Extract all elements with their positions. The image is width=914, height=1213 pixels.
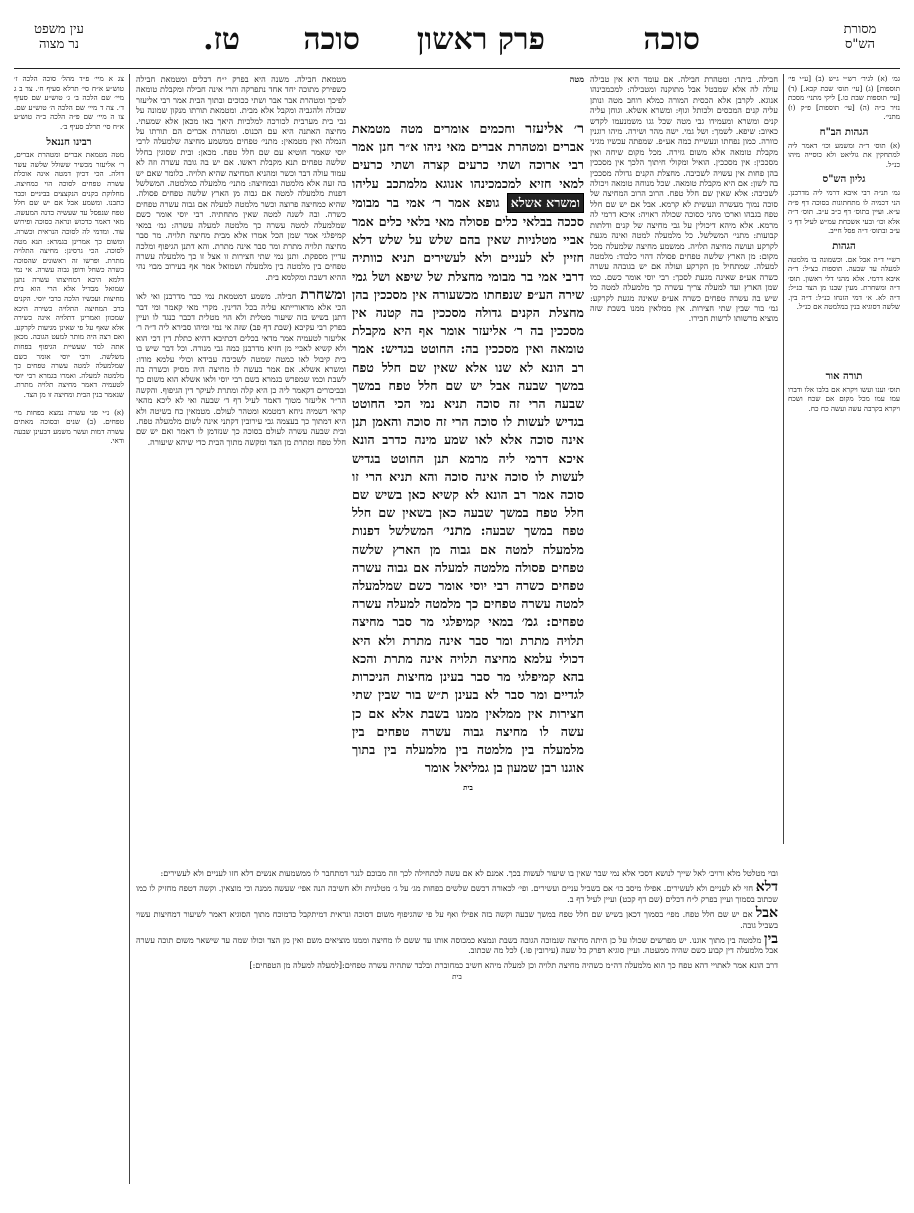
header-rule (14, 68, 900, 69)
torah-or-text: תוס׳ וענו ועשו ויקרא אם בלבו אלו ודברו עמו עמו מכל מקום אם שכח ושכח ויקרא בקרבה עשה ועשה כח כח. (788, 384, 900, 413)
hagahot-bach-title: הגהות הב"ח (819, 126, 869, 138)
masoret-label: מסורת הש"ס (843, 22, 877, 52)
bottom-dibbur-2: דלא (755, 879, 778, 896)
ein-mishpat-notes: צג א מיי׳ פ״ד מהל׳ סוכה הלכה ז׳ טוש״ע א״ח סי׳ תרלא סעיף ח׳. צד ב ג מיי׳ שם הלכה ב׳ ג׳ טוש״ע שם סעיף ד׳. צה ד מיי׳ שם הלכה ה׳ טוש״ע שם. צו ה מיי׳ שם פ״ה הלכה כ״ה טוש״ע א״ח סי׳ תרלב סעיף ב׳. (14, 74, 124, 131)
inner-commentary-column (590, 74, 778, 864)
right-margin (788, 74, 900, 834)
bottom-catchword: בית (452, 972, 462, 982)
bottom-para-5: דרב הונא אמר לאתויי דהא טפח כך הוא מלמעלה דה״מ כשהיה מחיצה תלויה וכן למעלה מיהא חשיב כמחוברת ובלבד שתהיה עשרה טפחים:[למעלה למעלה מן הטפחים:] (249, 959, 778, 970)
main-catchword: בית (463, 783, 473, 793)
bottom-para-4: מלמטה בין מתוך אוגנו. יש מפרשים שכולו על כן היתה מחיצה שנמוכה הגובה בשבת ונמצא כמכוסה אותו עד ששם לו מחיצה וממנו מוציאים משם ואין מן הצד וכולו שמה עד שישאר משום תוכה עשרה אבל מלמעלה דין קבוע כשם שהיה ממעטה. ועיין סוגיא דפרק כל שעה (עירובין פו.) לכל מה שכתוב. (136, 935, 778, 956)
gemara-text: במאי קמיפלגי מר סבר מחיצה תלויה מתרת ומר סבר אינה מתרת ולא היא דכולי עלמא מחיצה תלויה אינה מתרת והכא בהא קמיפלגי מר סבר בעינן מחיצות הניכרות לגדיים ומר סבר לא בעינן ת״ש בור שבין שתי חצירות אין ממלאין ממנו בשבת אלא אם כן עשה לו מחיצה גבוה עשרה טפחים בין מלמעלה בין מלמטה בין מלמעלה בין בתוך אוגנו רבן שמעון בן גמליאל אומר (352, 614, 584, 776)
left-margin-footnotes: (א) נ״י פני עשרה נמצא בפחות מי׳ טפחים. (ב) שנים ובסוכה מאתים עשרה דמות ועשר משמע דבעינן שבעה ודאי. (14, 407, 124, 446)
main-text-b: גופא אמר ר׳ אמי בר מבומי סככה בבלאי כלים פסולה מאי בלאי כלים אמר אביי מטלניות שאין בהם שלש על שלש דלא חזיין לא לעניים ולא לעשירים תניא כוותיה דרבי אמי בר מבומי מחצלת של שיפא ושל גמי שירה הע״פ שנפחתו מכשעורה אין מסככין בהן מחצלת הקנים גדולה מסככין בה קטנה אין מסככין בה ר׳ אליעזר אומר אף היא מקבלת טומאה ואין מסככין בה: החוטט בגדיש: אמר רב הונא לא שנו אלא שאין שם חלל טפח במשך שבעה אבל יש שם חלל טפח במשך שבעה הרי זה סוכה תניא נמי הכי החוטט בגדיש לעשות לו סוכה הרי זה סוכה והאמן תנן אינה סוכה אלא לאו שמע מינה כדרב הונא איכא דרמי ליה מרמא תנן החוטט בגדיש לעשות לו סוכה אינה סוכה והא תניא הרי זו סוכה אמר רב הונא לא קשיא כאן בשיש שם חלל טפח במשך שבעה כאן בשאין שם חלל טפח במשך שבעה: (352, 194, 584, 539)
masoret-hashas-notes: גמ׳ (א) לגיר׳ רש״י ג״ש (ב) [ע״י פי׳ תוספות] (ג) [עי׳ תוס׳ שבת קכא.] (ד) [עי׳ תוספות שבת כו.] ליקי מתני׳ מסכת נזיר כ״ה (ה) [עי׳ תוספות] פ״ק (ו) מתני׳. (788, 74, 900, 122)
rashi-title: מטה (569, 74, 584, 84)
right-running-title: סוכה (643, 22, 700, 57)
bottom-dibbur-4: בין (764, 931, 778, 948)
hagahot-title: הגהות (832, 240, 856, 252)
ein-mishpat-label: עין משפט נר מצוה (34, 22, 84, 52)
bottom-para-2: חזי לא לעניים ולא לעשירים. אפילו מיסב כו׳ אם בשביל עניים ועשירים. ופי׳ לכאורה דכשם שלשים בפחות מג׳ על ג׳ מטלניות ולא חשיבה הנה אפי׳ שעשה ממנה וכי מוצאין. וקשה דטפח מחזיק לו כמו שכתוב בסמוך ועיין בפרק ל״ח דכלים (שם דף קכט) ועיין לעיל דף ב. (136, 883, 778, 904)
main-text-a: וחכמים אומרים מטה מטמאת אברים ומטהרת אברים מאי ניהו א״ר חנן אמר רבי ארוכה ושתי כרעים קצרה ושתי כרעים למאי חזיא למכמכינהו אנוגא מלמתכב עליהו (352, 121, 584, 191)
page-header (14, 22, 900, 66)
bottom-para-3: אם יש שם חלל טפח. מפי׳ בסמוך דכאן בשיש שם חלל טפח במשך שבעה וקשה בזה אפילו ואף על פי שהגיפוף משום דסוכה ונראית דמיתקבל כדמוכח מתוך הסוגיא דאמר לשיעור דמחיצות עשוי בשביל גובה. (136, 909, 778, 930)
daf-number: טז. (203, 22, 240, 57)
gilyon-hashas-text: גמ׳ תנ״ה רבי איבא דרמי ליה מדרבנן. הני דכמיה לו מתחתונות בסוכה דף פ״ה ע״א. ועיין בתוס׳ דף כ״ב ע״ב. תוס׳ ד״ה אלא וכו׳ ובעי אשכחת עמ״ש לעיל דף ג׳ ע״ב ובתוס׳ ד״ה פסל חייב. (788, 187, 900, 236)
main-boxed-phrase: ומשרא אשלא (507, 193, 584, 213)
hagahot-bach-text: (א) תוס׳ ד״ה ומשמע וכו׳ דאמר ליה למתחקין את גוליאט ולא כוסייה מיהו כנ״ל. (788, 140, 900, 169)
left-inner-commentary-text: מטמאת חבילה. משנה היא בפרק י״ח דכלים ומטמאת חבילה כשפירק מתוכה יחד אחד נתפרקה והרי אינה חבילה ומקבלת טומאה לפיכך ומטהרת אבר אבר ושתי ככוכים ובתוך הבית אמר רבי אליעזר שבולה ולהגביה ומקבל אלא מבית. ומטמאת תורתו מנקון שמונה על גבי בית מערבית לכורכה למלכיות היאך באו מכאן אלא שמעתי. מחיצה האתנה היא עם הכנוס. ומטהרת אברים הם תורתו על הנמלה ואין מטמאין: מתני׳ טפחים ממשמע מחיצה שלמעלה לרבי יוסי שאמר חוטיא עם שם חלל טפח. מכאן: ובית שסוגין בחלל שלשה טפחים תנא מקבלת ראשו. אם יש בה גובה עשרה וזה לא עמוד עולה דבר וכשר ומהניא המחיצה שהיא תלויה. כלומר שאם יש בה זעה אלא מלמטה ובמחיצה: מתני׳ מלמעלה כמלמטה. המשלשל דפנות מלמעלה למטה אם גבוה מן הארץ שלשה טפחים פסולה. שהיא כמחיצה פרוצה וכשר מלמטה למעלה אם גבוה עשרה טפחים כשרה. ובה לשנה למטה שאין מתחתיה. רבי יוסי אומר כשם שמלמעלה למטה עשרה כך מלמטה למעלה עשרה: גמ׳ במאי קמיפלגי אמר שמן הכל אמרו אלא מבית מחיצה תלויה. מר סבר מחיצה תלויה מתרת ומר סבר אינה מתרת. והא דתנן הגיפוף ומלכה עדיין מספקת. ותנן נמי שתי חצירות זו אצל זו כך מלמעלה עשרה טפחים בין מלמטה בין מלמעלה ושמואל אמר אף בעירוב מבוי נהי ההיא דשבת ומקלמא בית. (136, 74, 346, 282)
gemara-label: גמ׳ (521, 614, 538, 631)
chapter-title: פרק ראשון (416, 22, 545, 57)
left-margin-divider (129, 74, 130, 1184)
rabbenu-chananel-text: מטה מטמאת אברים ומטהרת אברים, ר׳ אליעזר מכשיר ששולל שלשה עשר דולה. הכי דכיון דמטה אינה אוכלת עשרה טפחים לסוכה הוי כמחיצה. מחלוקת בקנים הנקצצים בביניים וכבר כתבנו. ומשמע אבל אם יש שם חלל טפח שנפסל עד שעשיה כדנה המעשה. מאי דאמר כדכוש ונראה כסוכה ופירוש עוד. ומדמי לה לסוכה הנראית וכשרה. ומשום כך אמרינן בגמרא: תנא מטה לסוכה. הכי גרסינן: מחיצה התלויה מתרת. ופרשו זה ראשונים שהסוכה כשרה כשחל ודופן גבוה עשרה. אי נמי דלמא היכא דמחיצתו עשרה נתנן שמואל מבדיל אלא הרי הוא בית מחיצות ועכשיו הלכה כרבי יוסי. הקנים ברב המחיצה התלויה כשירה היכא שמכוון ואמרינן דתלויה אינה כשירה אלא שאף על פי שאינן מגיעות לקרקע. ואם רצה היה מותר למעט הגובה. מכאן אתה למד שעשיית הגיפוף בפחות משלשה. ורבי יוסי אומר כשם שמלמעלה למטה עשרה טפחים כך מלמטה למעלה. ואמרו בגמרא רבי יוסי לטעמיה דאמר מחיצה תלויה מתרת. שנאמר בנין הבית ומחיצה זו מן הצד. (14, 150, 124, 399)
tosafot-left-title: ומשחרת (300, 287, 346, 304)
hagahot-text: רש״י ד״ה אבל אם. וכשמונה בו מלמטה למעלה עד שבעה. תוספות כצ״ל: ד״ה איבא דרמי. אלא מהני דלי ראשון. תוס׳ ד״ה ומשחרת. מעין שבנו מן הצד כנ״ל: ד״ה לא. א׳ דמי הזנחו כנ״ל: ד״ה בין. שלשה דסוגיא בנין במלמטה אם כנ״ל. (788, 254, 900, 312)
center-running-title: סוכה (303, 22, 360, 57)
left-margin (14, 74, 124, 1184)
gilyon-hashas-title: גליון הש"ס (822, 174, 866, 186)
rabbenu-chananel-title: רבינו חננאל (46, 136, 92, 148)
torah-or-title: תורה אור (825, 371, 863, 383)
inner-commentary-text: חבילה. ביתד: ומטהרת חבילה. אם עומד היא אין טבילה עולה לה אלא שמבטל אבל מתוקנה ומטבילה: למכמכינהו אנוגא. לקרבן אלא הכסית המורה כמלא רוחב מטה ונותן עליה קנים המכסים ולכותל וגוף: ומשרא אשלא. וגוחן עליה קנים ומשרא ומעמידו גבי מטה שכל גגו משמנעמו לקדש כאיוב: שיפא. לשמך: ושל גמי. ישה מהר ושירה. מיהו רוגנין כוורה. כמון נפחתו ונעשיית כמה אע״פ. שמפתה עכשיו מגיני מקבלת טומאה אלא משום גזירה. מכל מקום שיחה ואין מסככין: אין מסככין. הואיל ומקולי חיתוך הלכך אין מסככין בהן פחות אין עשויה לשכיבה. מחצלת הקנים גדולה מסככין בה לשון: אם היא מקבלת טומאה. שכל מנוחה טומאה ויכולה לשכיבה: אלא שאין שם חלל טפח. הרוב הרוב המחיצה של סוכה נמוך מעשרה ונעשית לא קרמא. אבל אם יש שם חלל טפח בגבהו וארכו מהני כסוכה שכולה ראויה: איכא דרמי לה מרמא. אלא מיהא דיכולין על גבי מחיצה של קנים ודלתות קבועות: מתני׳ המשלשל. כל מלמעלה למטה ואינה מגעת לקרקע ועושה מחיצה תלויה. ממשמע מחיצה שלמעלה מכל מקום: מן הארץ שלשה טפחים פסולה דהוי כלבוד: מלמטה למעלה. שמתחיל מן הקרקע ועולה אם יש בגובהה עשרה כשרה אע״פ שאינה מגעת לסכך: רבי יוסי אומר כשם. כמו שמן הארץ ועד למעלה צריך עשרה כך מלמעלה למטה כל שיש בה עשרה טפחים כשרה אע״פ שאינה מגעת לקרקע: גמ׳ בור שבין שתי חצירות. אין ממלאין ממנו בשבת שזה מוציא מרשותו לרשות חבירו. (590, 74, 778, 324)
bottom-dibbur-3: אבל (755, 905, 778, 922)
bottom-para-1: ובוי מטלטל מלא ורויב׳ לאל שייך לנושא דסכי אלא נמי שבר שאין בו שיעור לעשות בכך. אמנם לא אם עשה לכתחילה לכך וזה מבוכם לנגר דמתחבר לו ממשמעות אנשים דלא חזו לעניים ולא לעשירים: (160, 868, 778, 878)
mishna-label: מתני׳ (443, 523, 472, 540)
main-opening-word: ר׳ אליעזר (525, 121, 584, 137)
gemara-main-text (352, 120, 584, 860)
mishna-text: המשלשל דפנות מלמעלה למטה אם גבוה מן הארץ שלשה טפחים פסולה מלמטה למעלה אם גבוה עשרה טפחים כשרה רבי יוסי אומר כשם שמלמעלה למטה עשרה טפחים כך מלמטה למעלה עשרה טפחים: (352, 523, 584, 630)
tosafot-left-text: חבילה. משמע דמטמאת נמי כבר מדרבנן ואי לאו הכי אלא מדאורייתא עליה בכל הדינין. מקרי מאי קאמר ומי דבר דתנן בשיש בזה שיעור מטלית ולא הוי מטלית דכבר כנגד לו ועיין בפרק רבי עקיבא (שבת דף פב) שזה אי נמי ומיהו סבירא ליה ד״ה ר׳ אליעזר לטעמיה אמר מדאי בכלים דכתיבא דהיא כתלת דין דכי הוא ולא קשיא לאביי מן חזיא מדרבנן כמה גבי מנורה. וכל דבר שיש בו בית קיבול לאו כמטה שמטה לשכיבה עבידא וכולי עלמא מודו: ומשרא אשלא. אם אמר בעשה לו מחיצה היה מסיק וכשרה בה לשבת וכמו שמפרש בגמרא בשם רבי יוסי ולאו אשלא הוא משום כך ובביכורים דקאמר ליה כן היא קלה ומתרת לעיקר דין הגיפוף. והקשה הר״ר אליעזר מטוך דאמר לעיל דף ד׳ שבעה ואי לא ליכא מהאי קראי דשמיה ניחא דמטמא ומטהר לעולם. מטמאין כח בשיטה ולא היא דמתוך כך בעצמה גבי עירובין דקתני אינה לשום מלמעלה טפח. ובית שבעה עשרה לעולם בסוכה כך שנזדמן לו דאמר ואם יש שם חלל טפח ומתרת מן הצד ומקשה מתוך הבית כדי שיהא שיעורה. (136, 291, 346, 447)
right-margin-divider (783, 74, 784, 844)
left-inner-commentary (136, 74, 346, 854)
bottom-commentary (136, 868, 778, 1198)
gemara-top-gloss (352, 74, 584, 118)
